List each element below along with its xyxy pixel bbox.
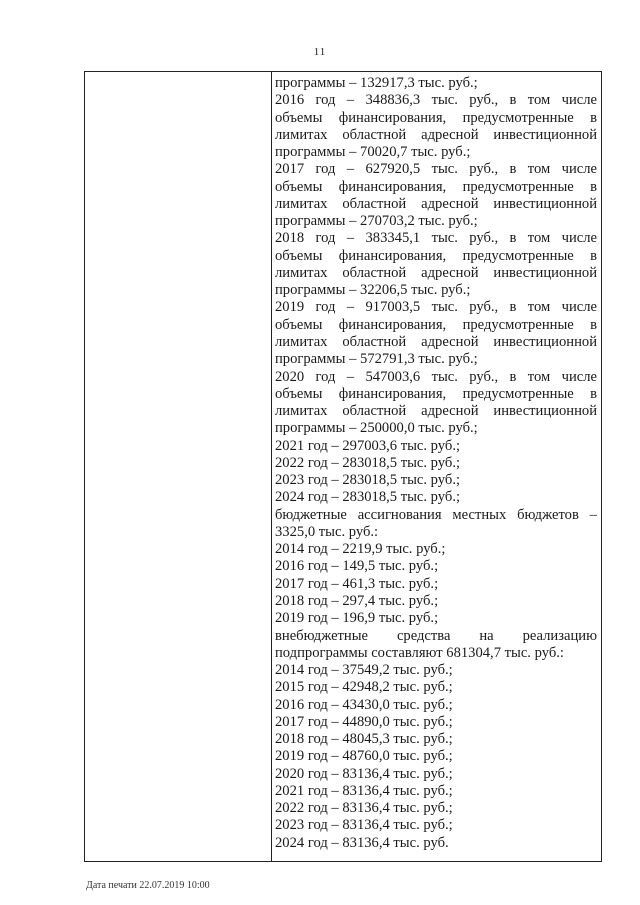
text-line: 2018 год – 48045,3 тыс. руб.;	[275, 731, 453, 748]
text-line: 2014 год – 37549,2 тыс. руб.;	[275, 662, 453, 679]
page-number: 11	[313, 46, 327, 58]
text-line: 2023 год – 83136,4 тыс. руб.;	[275, 817, 453, 834]
text-line: 2016 год – 149,5 тыс. руб.;	[275, 558, 439, 575]
text-line: лимитах областной адресной инвестиционной	[275, 264, 597, 281]
text-line: 2021 год – 83136,4 тыс. руб.;	[275, 782, 453, 799]
text-line: бюджетные ассигнования местных бюджетов –	[275, 506, 597, 523]
text-line: 2019 год – 48760,0 тыс. руб.;	[275, 748, 453, 765]
text-line: лимитах областной адресной инвестиционной	[275, 126, 597, 143]
text-line: 2017 год – 461,3 тыс. руб.;	[275, 575, 439, 592]
table-content-cell	[272, 72, 601, 861]
print-date: Дата печати 22.07.2019 10:00	[86, 880, 210, 891]
text-line: 2023 год – 283018,5 тыс. руб.;	[275, 472, 461, 489]
text-line: лимитах областной адресной инвестиционной	[275, 403, 597, 420]
text-line: 2019 год – 917003,5 тыс. руб., в том числе	[275, 299, 597, 316]
text-line: объемы финансирования, предусмотренные в	[275, 109, 597, 126]
text-line: 2017 год – 44890,0 тыс. руб.;	[275, 713, 453, 730]
text-line: 2018 год – 297,4 тыс. руб.;	[275, 592, 439, 609]
text-line: программы – 572791,3 тыс. руб.;	[275, 351, 478, 368]
text-line: программы – 132917,3 тыс. руб.;	[275, 75, 478, 91]
text-line: подпрограммы составляют 681304,7 тыс. руб.:	[275, 644, 564, 661]
text-line: 2021 год – 297003,6 тыс. руб.;	[275, 437, 461, 454]
text-line: программы – 32206,5 тыс. руб.;	[275, 282, 471, 299]
text-line: объемы финансирования, предусмотренные в	[275, 385, 597, 402]
text-line: 2022 год – 283018,5 тыс. руб.;	[275, 454, 461, 471]
text-line: программы – 250000,0 тыс. руб.;	[275, 420, 478, 437]
text-line: 3325,0 тыс. руб.:	[275, 523, 379, 540]
text-line: 2016 год – 348836,3 тыс. руб., в том числе	[275, 92, 597, 109]
text-line: программы – 270703,2 тыс. руб.;	[275, 213, 478, 230]
text-line: 2022 год – 83136,4 тыс. руб.;	[275, 800, 453, 817]
text-line: 2018 год – 383345,1 тыс. руб., в том числе	[275, 230, 597, 247]
text-line: 2024 год – 83136,4 тыс. руб.	[275, 834, 449, 851]
text-line: 2014 год – 2219,9 тыс. руб.;	[275, 541, 446, 558]
text-line: 2019 год – 196,9 тыс. руб.;	[275, 610, 439, 627]
text-line: лимитах областной адресной инвестиционной	[275, 333, 597, 350]
text-line: 2015 год – 42948,2 тыс. руб.;	[275, 679, 453, 696]
text-line: 2020 год – 547003,6 тыс. руб., в том числе	[275, 368, 597, 385]
text-line: объемы финансирования, предусмотренные в	[275, 247, 597, 264]
text-line: 2017 год – 627920,5 тыс. руб., в том числе	[275, 161, 597, 178]
text-line: объемы финансирования, предусмотренные в	[275, 178, 597, 195]
text-line: 2020 год – 83136,4 тыс. руб.;	[275, 765, 453, 782]
table-label-cell	[85, 72, 272, 861]
text-line: внебюджетные средства на реализацию	[275, 627, 597, 644]
funding-table	[84, 71, 602, 862]
text-line: 2024 год – 283018,5 тыс. руб.;	[275, 489, 461, 506]
text-line: 2016 год – 43430,0 тыс. руб.;	[275, 696, 453, 713]
text-line: объемы финансирования, предусмотренные в	[275, 316, 597, 333]
text-line: лимитах областной адресной инвестиционной	[275, 195, 597, 212]
text-line: программы – 70020,7 тыс. руб.;	[275, 144, 471, 161]
